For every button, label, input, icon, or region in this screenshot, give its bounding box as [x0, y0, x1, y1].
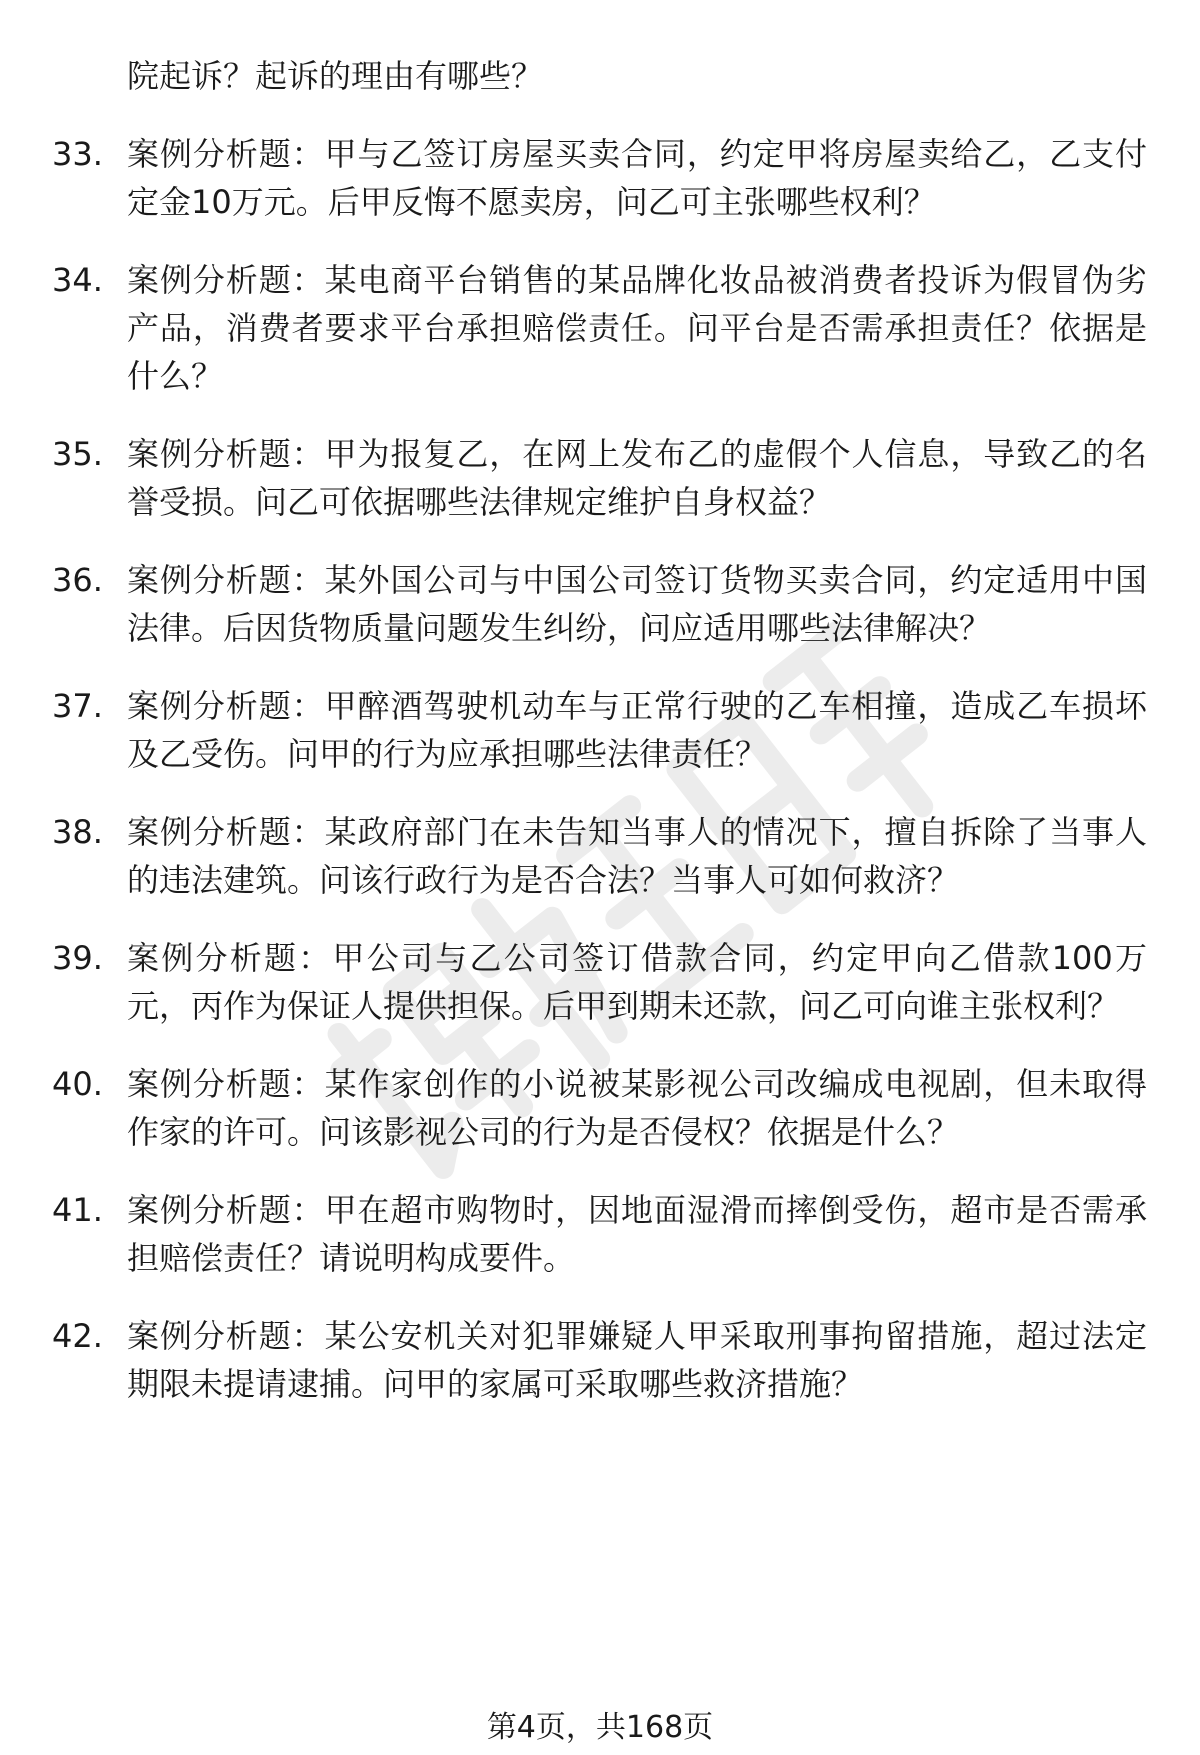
page-footer: 第4页，共168页 [486, 1710, 714, 1745]
question-text: 案例分析题：某外国公司与中国公司签订货物买卖合同，约定适用中国法律。后因货物质量问题发生纠纷，问应适用哪些法律解决？ [127, 561, 1147, 647]
question-item [0, 430, 1147, 526]
question-text: 案例分析题：甲在超市购物时，因地面湿滑而摔倒受伤，超市是否需承担赔偿责任？请说明构成要件。 [127, 1191, 1147, 1277]
question-text: 案例分析题：甲为报复乙，在网上发布乙的虚假个人信息，导致乙的名誉受损。问乙可依据哪些法律规定维护自身权益？ [127, 435, 1147, 521]
question-number: 38. [52, 813, 103, 851]
question-item [0, 556, 1147, 652]
question-number: 37. [52, 687, 103, 725]
question-item [0, 934, 1147, 1030]
question-item [0, 1060, 1147, 1156]
question-number: 42. [52, 1317, 103, 1355]
question-text: 案例分析题：甲醉酒驾驶机动车与正常行驶的乙车相撞，造成乙车损坏及乙受伤。问甲的行为应承担哪些法律责任？ [127, 687, 1147, 773]
question-text: 案例分析题：甲与乙签订房屋买卖合同，约定甲将房屋卖给乙，乙支付定金10万元。后甲反悔不愿卖房，问乙可主张哪些权利？ [127, 135, 1147, 221]
question-number: 40. [52, 1065, 103, 1103]
continuation-line: 院起诉？起诉的理由有哪些？ [127, 57, 544, 95]
question-item [0, 682, 1147, 778]
question-number: 41. [52, 1191, 103, 1229]
question-item [0, 1186, 1147, 1282]
question-number: 39. [52, 939, 103, 977]
question-number: 35. [52, 435, 103, 473]
question-number: 34. [52, 261, 103, 299]
question-item [0, 1312, 1147, 1408]
question-text: 案例分析题：某作家创作的小说被某影视公司改编成电视剧，但未取得作家的许可。问该影视公司的行为是否侵权？依据是什么？ [127, 1065, 1147, 1151]
question-list [0, 52, 1200, 1408]
question-number: 33. [52, 135, 103, 173]
question-text: 案例分析题：甲公司与乙公司签订借款合同，约定甲向乙借款100万元，丙作为保证人提供担保。后甲到期未还款，问乙可向谁主张权利？ [127, 939, 1147, 1025]
question-text: 案例分析题：某公安机关对犯罪嫌疑人甲采取刑事拘留措施，超过法定期限未提请逮捕。问甲的家属可采取哪些救济措施？ [127, 1317, 1147, 1403]
question-text: 案例分析题：某政府部门在未告知当事人的情况下，擅自拆除了当事人的违法建筑。问该行政行为是否合法？当事人可如何救济？ [127, 813, 1147, 899]
question-text: 案例分析题：某电商平台销售的某品牌化妆品被消费者投诉为假冒伪劣产品，消费者要求平台承担赔偿责任。问平台是否需承担责任？依据是什么？ [127, 261, 1147, 395]
question-item [0, 130, 1147, 226]
question-item [0, 256, 1147, 400]
question-number: 36. [52, 561, 103, 599]
question-item [0, 808, 1147, 904]
